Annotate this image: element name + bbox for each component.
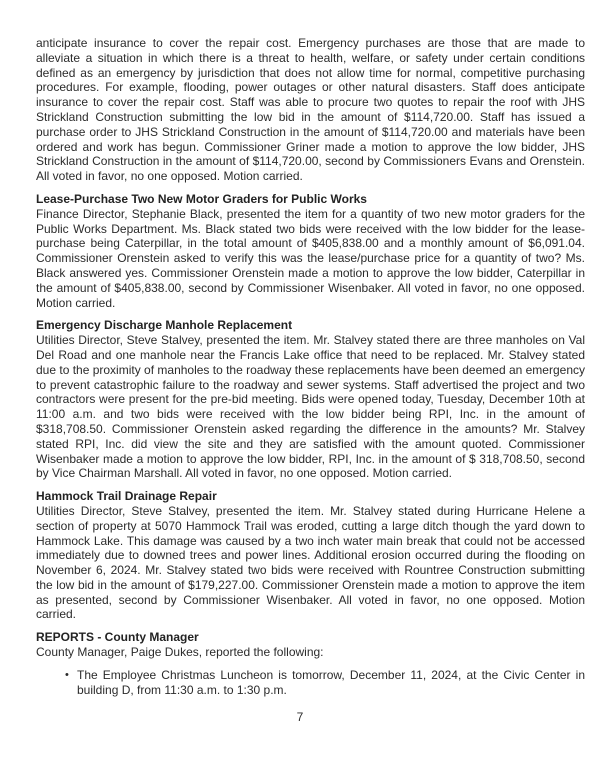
heading-reports-county-manager: REPORTS - County Manager bbox=[36, 630, 199, 645]
bullet-icon: • bbox=[65, 668, 69, 681]
county-manager-report-list bbox=[36, 668, 585, 698]
bullet-text-christmas-luncheon: The Employee Christmas Luncheon is tomorrow, December 11, 2024, at the Civic Center in building D, from 11:30 a.m. to 1:30 p.m. bbox=[77, 667, 585, 697]
paragraph-emergency-discharge-manhole: Utilities Director, Steve Stalvey, presented the item. Mr. Stalvey stated there are three manholes on Val Del Road and one manhole near the Francis Lake office that need to be replaced. Mr. Stalvey stated due to the proximity of manholes to the roadway these replacements have been deemed an emergency to prevent catastrophic failure to the roadway and sewer systems. Staff advertised the project and two contractors were present for the pre-bid meeting. Bids were opened today, Tuesday, December 10th at 11:00 a.m. and two bids were received with the low bidder being RPI, Inc. in the amount of $318,708.50. Commissioner Orenstein asked regarding the difference in the amounts? Mr. Stalvey stated RPI, Inc. did view the site and they are satisfied with the amount quoted. Commissioner Wisenbaker made a motion to approve the low bidder, RPI, Inc. in the amount of $ 318,708.50, second by Vice Chairman Marshall. All voted in favor, no one opposed. Motion carried. bbox=[36, 333, 585, 481]
page-number: 7 bbox=[296, 710, 304, 724]
paragraph-emergency-roof-repair-continued: anticipate insurance to cover the repair cost. Emergency purchases are those that are made to alleviate a situation in which there is a threat to health, welfare, or safety under certain conditions defined as an emergency by jurisdiction that does not allow time for normal, competitive purchasing procedures. For example, flooding, power outages or other natural disasters. Staff does anticipate insurance to cover the repair cost. Staff was able to procure two quotes to repair the roof with JHS Strickland Construction submitting the low bid in the amount of $114,720.00. Staff has issued a purchase order to JHS Strickland Construction in the amount of $114,720.00 and materials have been ordered and work has begun. Commissioner Griner made a motion to approve the low bidder, JHS Strickland Construction in the amount of $114,720.00, second by Commissioners Evans and Orenstein. All voted in favor, no one opposed. Motion carried. bbox=[36, 36, 585, 184]
section-lease-purchase-motor-graders bbox=[36, 192, 585, 310]
list-item-christmas-luncheon bbox=[36, 668, 585, 698]
section-reports-county-manager bbox=[36, 630, 585, 697]
paragraph-lease-purchase-motor-graders: Finance Director, Stephanie Black, presented the item for a quantity of two new motor graders for the Public Works Department. Ms. Black stated two bids were received with the low bidder for the lease-purchase being Caterpillar, in the total amount of $405,838.00 and a monthly amount of $6,091.04. Commissioner Orenstein asked to verify this was the lease/purchase price for a quantity of two? Ms. Black answered yes. Commissioner Orenstein made a motion to approve the low bidder, Caterpillar in the amount of $405,838.00, second by Commissioner Wisenbaker. All voted in favor, no one opposed. Motion carried. bbox=[36, 206, 585, 310]
page-footer bbox=[0, 708, 600, 726]
heading-emergency-discharge-manhole: Emergency Discharge Manhole Replacement bbox=[36, 318, 293, 333]
heading-lease-purchase-motor-graders: Lease-Purchase Two New Motor Graders for Public Works bbox=[36, 191, 367, 206]
paragraph-county-manager-intro: County Manager, Paige Dukes, reported the following: bbox=[36, 645, 324, 660]
paragraph-hammock-trail-drainage: Utilities Director, Steve Stalvey, presented the item. Mr. Stalvey stated during Hurricane Helene a section of property at 5070 Hammock Trail was eroded, cutting a large ditch though the yard down to Hammock Lake. This damage was caused by a two inch water main break that could not be accessed immediately due to downed trees and power lines. Additional erosion occurred during the flooding on November 6, 2024. Mr. Stalvey stated two bids were received with Rountree Construction submitting the low bid in the amount of $179,227.00. Commissioner Orenstein made a motion to approve the item as presented, second by Commissioner Wisenbaker. All voted in favor, no one opposed. Motion carried. bbox=[36, 503, 585, 622]
section-hammock-trail-drainage bbox=[36, 489, 585, 622]
heading-hammock-trail-drainage: Hammock Trail Drainage Repair bbox=[36, 489, 217, 504]
section-emergency-discharge-manhole bbox=[36, 318, 585, 481]
